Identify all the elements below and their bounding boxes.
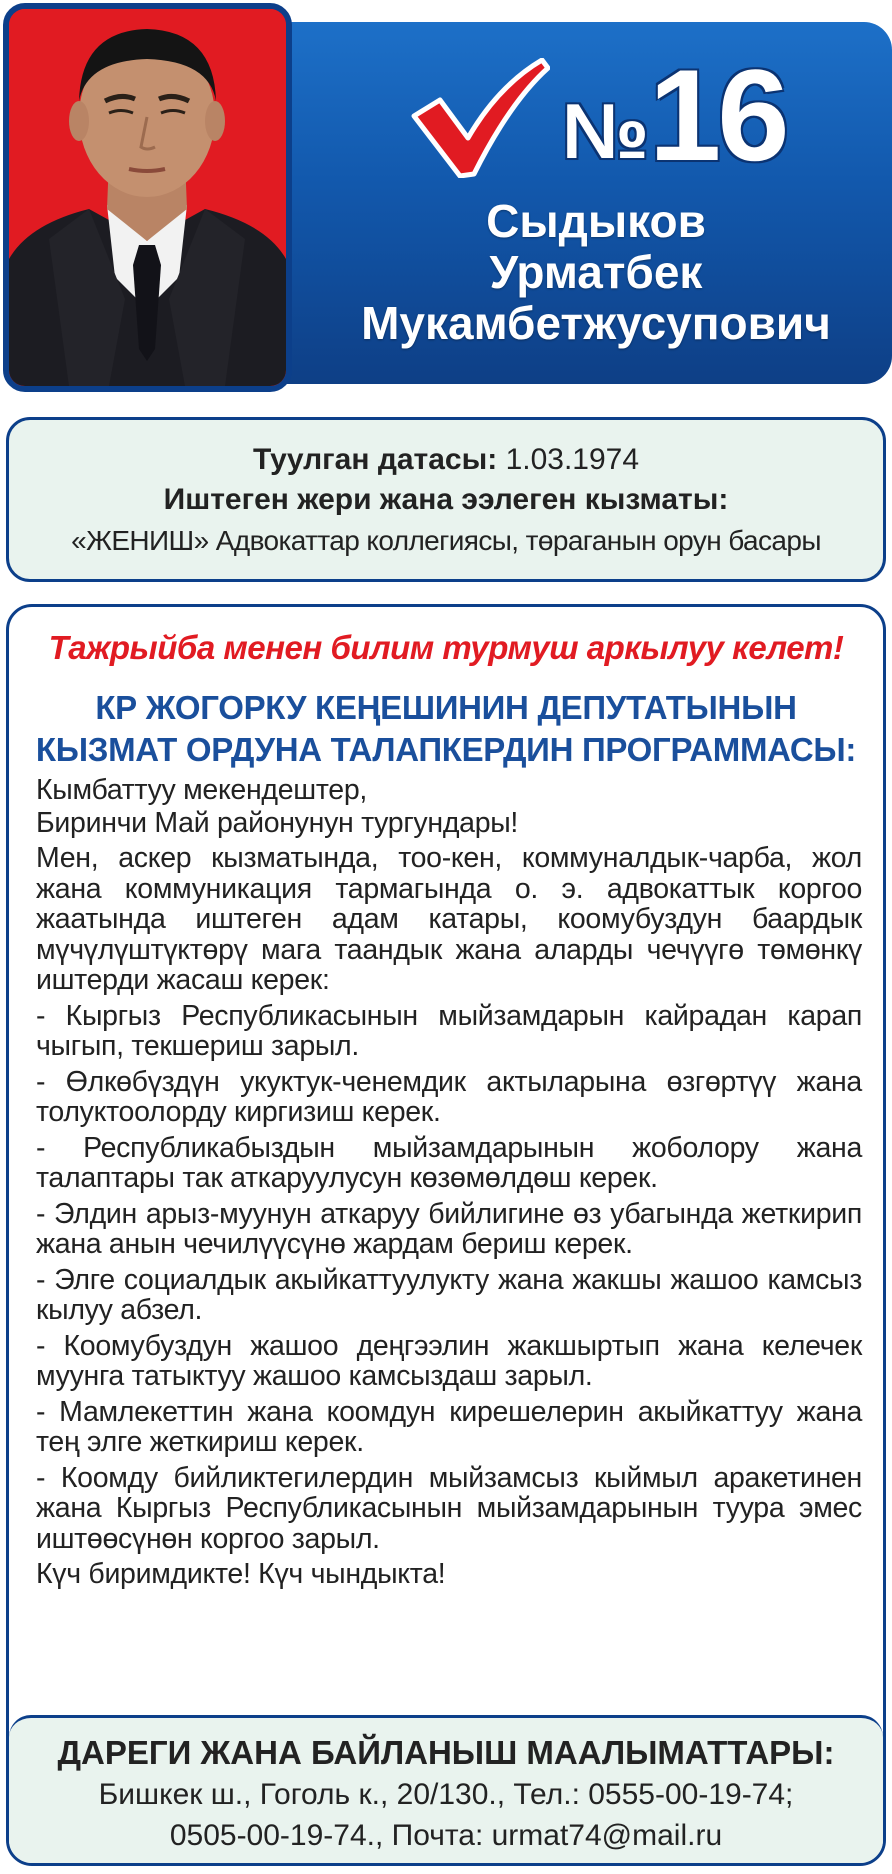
candidate-portrait xyxy=(9,9,286,386)
program-title-line-1: КР ЖОГОРКУ КЕҢЕШИНИН ДЕПУТАТЫНЫН xyxy=(95,689,797,726)
workplace-label-row xyxy=(9,480,883,520)
program-point: - Элдин арыз-муунун аткаруу бийлигине өз убагында жеткирип жана анын чечилүүсүнө жардам бериш керек. xyxy=(36,1197,862,1260)
program-point: - Республикабыздын мыйзамдарынын жоболору жана талаптары так аткаруулусун көзөмөлдөш керек. xyxy=(36,1131,862,1194)
candidate-photo xyxy=(3,3,292,392)
program-point: - Элге социалдык акыйкаттуулукту жана жакшы жашоо камсыз кылуу абзел. xyxy=(36,1263,862,1326)
number-value: 16 xyxy=(648,42,786,188)
candidate-number xyxy=(562,42,786,188)
candidate-patronymic: Мукамбетжусупович xyxy=(361,297,831,349)
birth-date-value: 1.03.1974 xyxy=(505,443,640,476)
workplace-label: Иштеген жери жана ээлеген кызматы: xyxy=(163,483,729,516)
program-point: - Өлкөбүздүн укуктук-ченемдик актыларына өзгөртүү жана толуктоолорду киргизиш керек. xyxy=(36,1065,862,1128)
contacts-title: ДАРЕГИ ЖАНА БАЙЛАНЫШ МААЛЫМАТТАРЫ: xyxy=(57,1734,835,1771)
red-checkmark-icon xyxy=(410,58,550,178)
program-point: - Кыргыз Республикасынын мыйзамдарын кайрадан карап чыгып, текшериш зарыл. xyxy=(36,999,862,1062)
candidate-surname: Сыдыков xyxy=(486,195,706,247)
program-body xyxy=(36,775,862,1595)
closing-line: Күч биримдикте! Күч чындыкта! xyxy=(36,1558,446,1590)
workplace-value: «ЖЕНИШ» Адвокаттар коллегиясы, төраганын орун басары xyxy=(71,525,821,556)
candidate-first-name: Урматбек xyxy=(489,246,703,298)
info-box xyxy=(6,417,886,582)
birth-date-label: Туулган датасы: xyxy=(252,443,498,476)
number-sign: № xyxy=(562,87,649,175)
intro-paragraph: Мен, аскер кызматында, тоо-кен, коммуналдык-чарба, жол жана коммуникация тармагында о. э. адвокаттык коргоо жаатында иштеген адам катары, коомубуздун баардык мүчүлүштүктөрү мага таандык жана аларды чечүүгө төмөнкү иштерди жасаш керек: xyxy=(36,842,862,996)
program-point: - Мамлекеттин жана коомдун кирешелерин акыйкаттуу жана тең элге жеткириш керек. xyxy=(36,1395,862,1458)
contacts-address-phone: Бишкек ш., Гоголь к., 20/130., Тел.: 0555-00-19-74; xyxy=(98,1778,794,1811)
slogan: Тажрыйба менен билим турмуш аркылуу келет! xyxy=(48,629,844,666)
program-point: - Коомубуздун жашоо деңгээлин жакшыртып жана келечек муунга татыктуу жашоо камсыздаш зарыл. xyxy=(36,1329,862,1392)
contacts-phone-email: 0505-00-19-74., Почта: urmat74@mail.ru xyxy=(169,1819,723,1852)
program-title xyxy=(9,687,883,771)
header xyxy=(0,0,892,400)
program-box xyxy=(6,604,886,1866)
program-title-line-2: КЫЗМАТ ОРДУНА ТАЛАПКЕРДИН ПРОГРАММАСЫ: xyxy=(35,731,857,768)
candidate-name xyxy=(300,196,892,349)
birth-date-row xyxy=(9,440,883,480)
greeting-line-2: Биринчи Май районунун тургундары! xyxy=(36,806,519,839)
greeting-line-1: Кымбаттуу мекендештер, xyxy=(36,774,368,806)
program-point: - Коомду бийликтегилердин мыйзамсыз кыймыл аракетинен жана Кыргыз Республикасынын мыйзамдарынын туура эмес иштөөсүнөн коргоо зарыл. xyxy=(36,1461,862,1555)
contacts-box xyxy=(9,1715,883,1866)
